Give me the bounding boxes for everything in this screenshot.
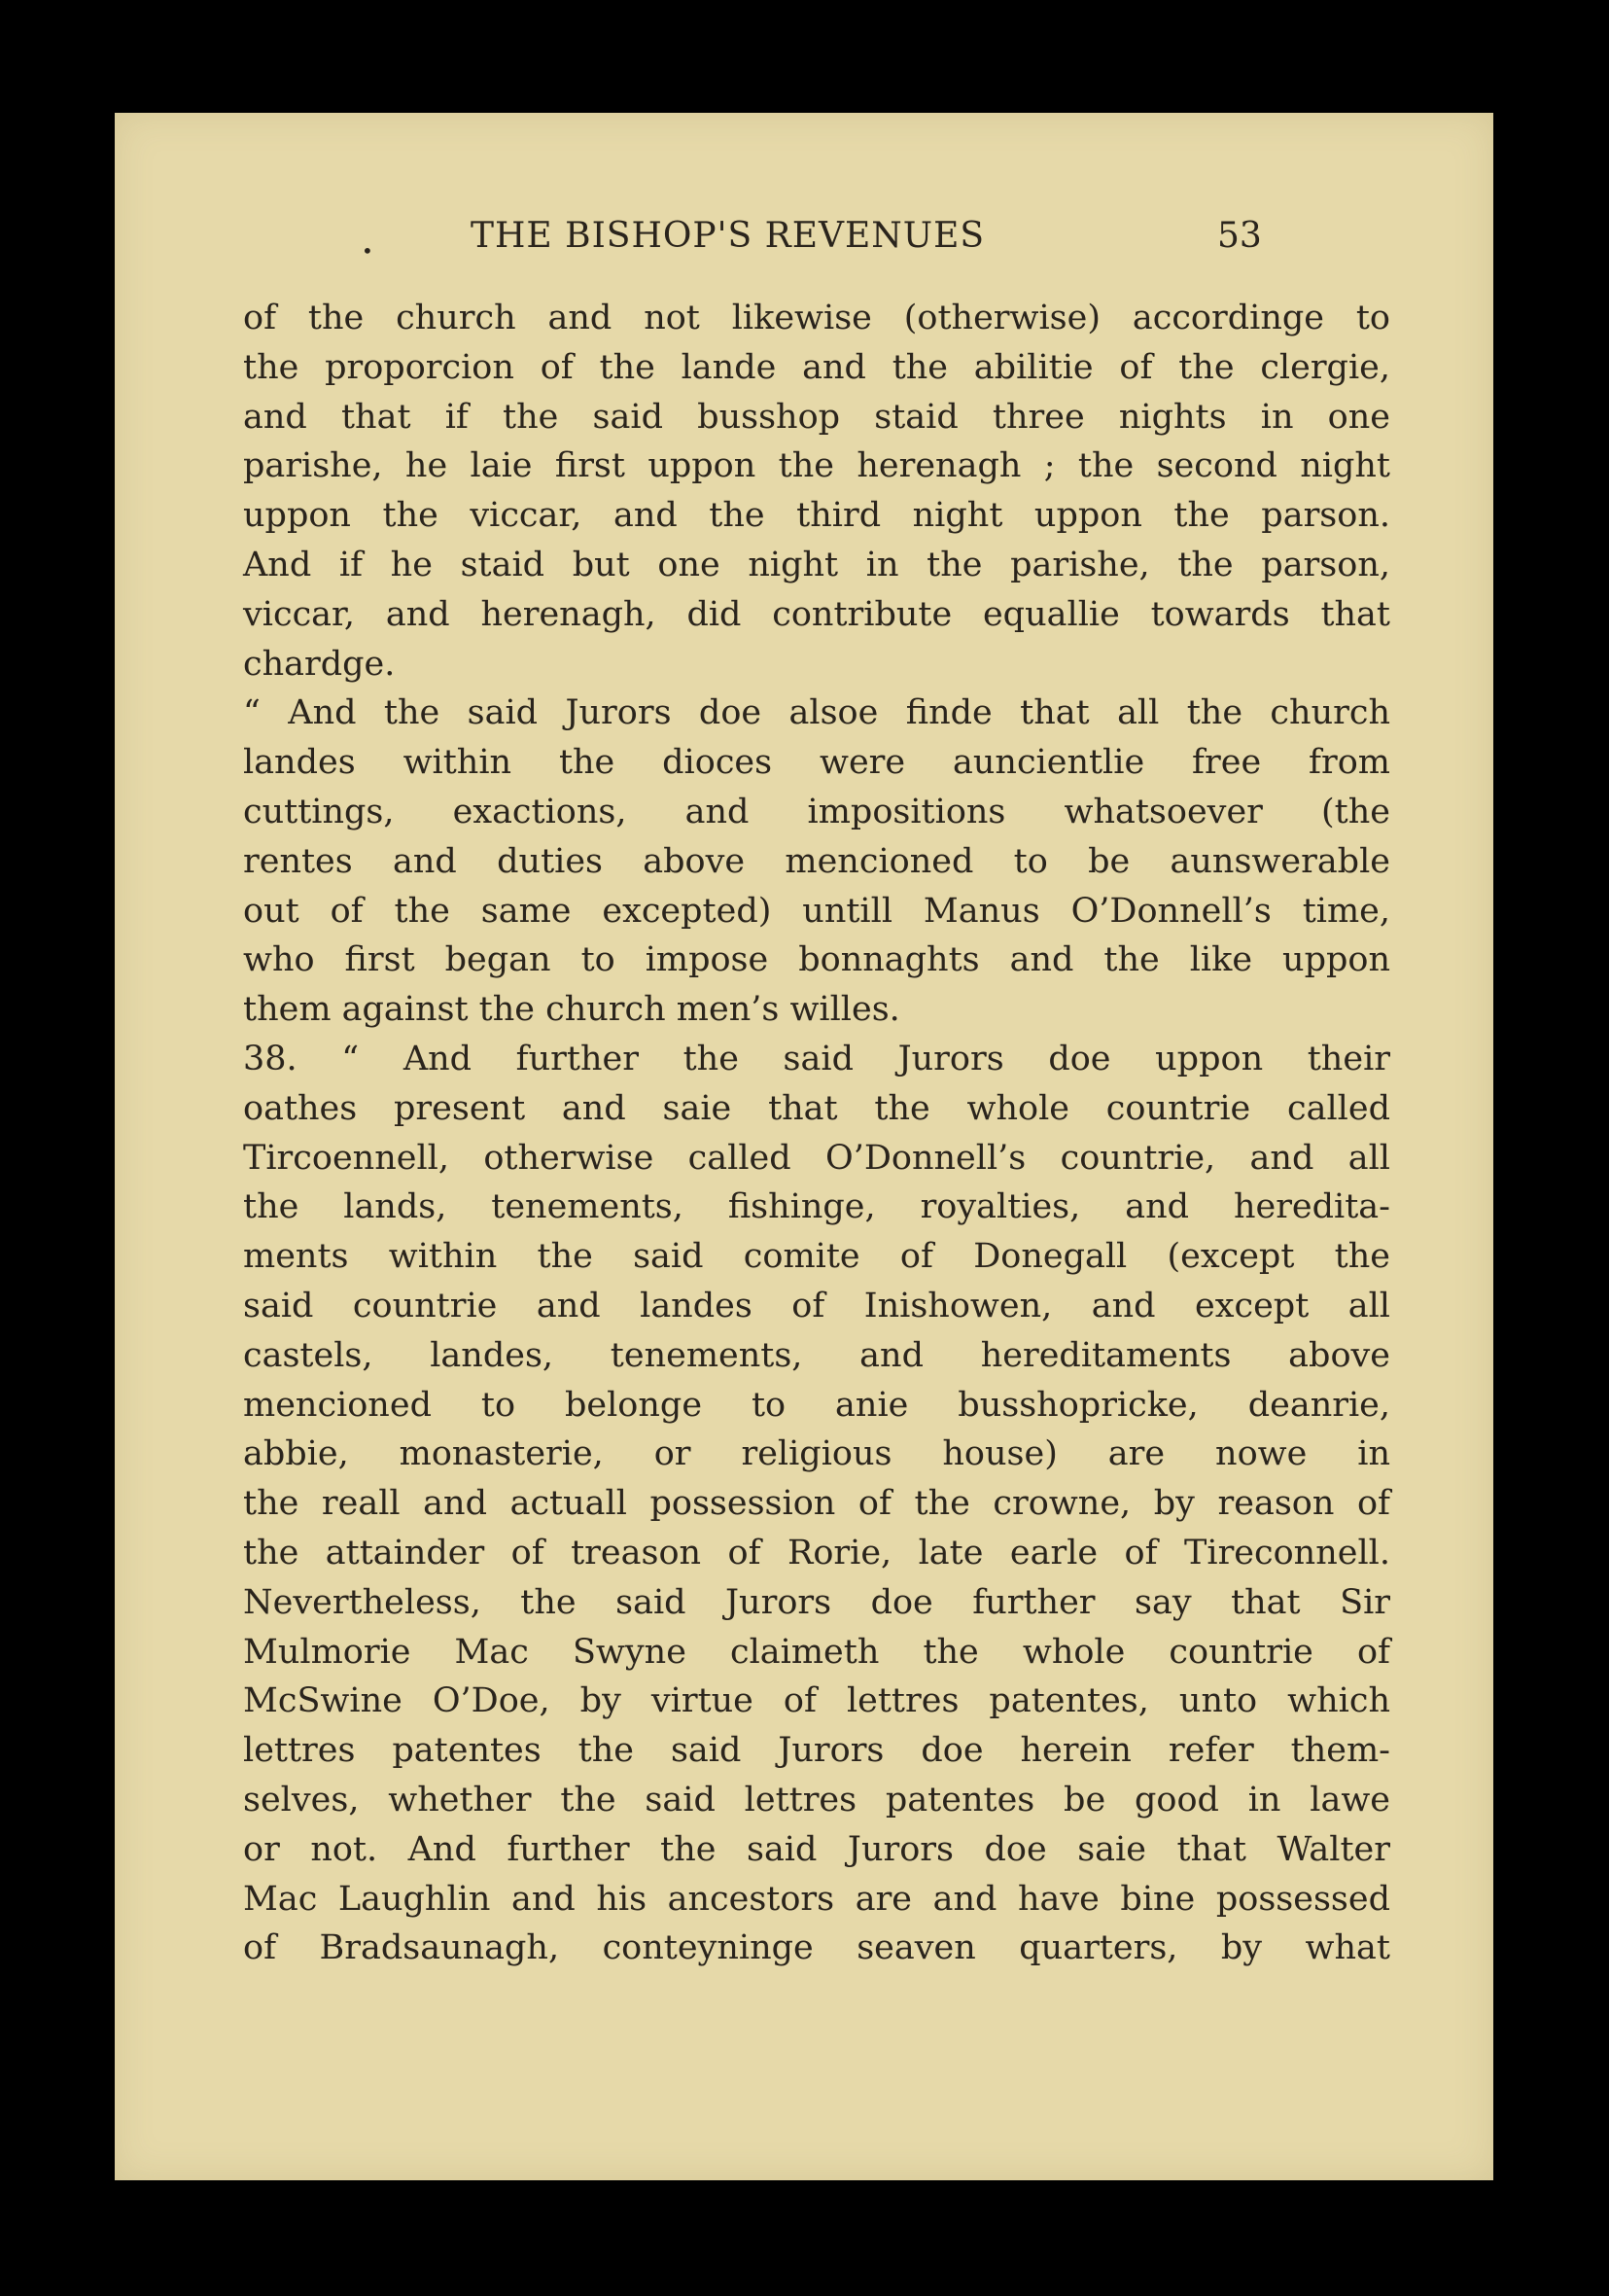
text-line: Tircoennell, otherwise called O’Donnell’s countrie, and all [243,1138,1390,1178]
text-line: uppon the viccar, and the third night uppon the parson. [243,496,1390,536]
text-line: said countrie and landes of Inishowen, and except all [243,1286,1390,1325]
text-line: chardge. [243,644,396,684]
text-line: parishe, he laie first uppon the herenagh ; the second night [243,446,1390,486]
text-line: or not. And further the said Jurors doe saie that Walter [243,1829,1390,1869]
text-line: out of the same excepted) untill Manus O’Donnell’s time, [243,891,1390,931]
text-line: McSwine O’Doe, by virtue of lettres patentes, unto which [243,1681,1390,1721]
text-line: and that if the said busshop staid three nights in one [243,397,1390,437]
text-line: abbie, monasterie, or religious house) are nowe in [243,1434,1390,1474]
text-line: who first began to impose bonnaghts and the like uppon [243,940,1390,980]
text-line: “ And the said Jurors doe alsoe finde that all the church [243,693,1390,733]
text-line: of the church and not likewise (otherwise) accordinge to [243,299,1390,337]
text-line: rentes and duties above mencioned to be aunswerable [243,841,1390,881]
text-line: the lands, tenements, fishinge, royalties, and heredita- [243,1187,1390,1227]
text-line: the reall and actuall possession of the crowne, by reason of [243,1484,1390,1524]
text-line: Mac Laughlin and his ancestors are and have bine possessed [243,1879,1390,1919]
text-line: them against the church men’s willes. [243,990,900,1030]
book-page [115,113,1493,2180]
text-line: ments within the said comite of Donegall (except the [243,1237,1390,1277]
text-line: oathes present and saie that the whole countrie called [243,1088,1390,1128]
running-header [115,216,1493,274]
text-line: castels, landes, tenements, and hereditaments above [243,1335,1390,1375]
text-line: of Bradsaunagh, conteyninge seaven quarters, by what [243,1928,1390,1968]
text-line: Nevertheless, the said Jurors doe further say that Sir [243,1582,1390,1622]
text-line: the attainder of treason of Rorie, late earle of Tireconnell. [243,1533,1390,1572]
text-line: selves, whether the said lettres patentes be good in lawe [243,1780,1390,1819]
text-line: 38. “ And further the said Jurors doe uppon their [243,1039,1390,1078]
text-line: landes within the dioces were auncientlie free from [243,743,1390,783]
body-text [243,294,1390,1973]
text-line: cuttings, exactions, and impositions whatsoever (the [243,792,1390,831]
page-number: 53 [1217,216,1262,256]
text-line: And if he staid but one night in the parishe, the parson, [243,545,1390,584]
text-line: the proporcion of the lande and the abilitie of the clergie, [243,347,1390,387]
text-line: lettres patentes the said Jurors doe herein refer them- [243,1731,1390,1771]
text-line: viccar, and herenagh, did contribute equallie towards that [243,594,1390,634]
text-line: mencioned to belonge to anie busshopricke, deanrie, [243,1385,1390,1425]
header-bullet: • [362,239,373,263]
text-line: Mulmorie Mac Swyne claimeth the whole countrie of [243,1632,1390,1672]
chapter-title: THE BISHOP'S REVENUES [471,216,986,256]
